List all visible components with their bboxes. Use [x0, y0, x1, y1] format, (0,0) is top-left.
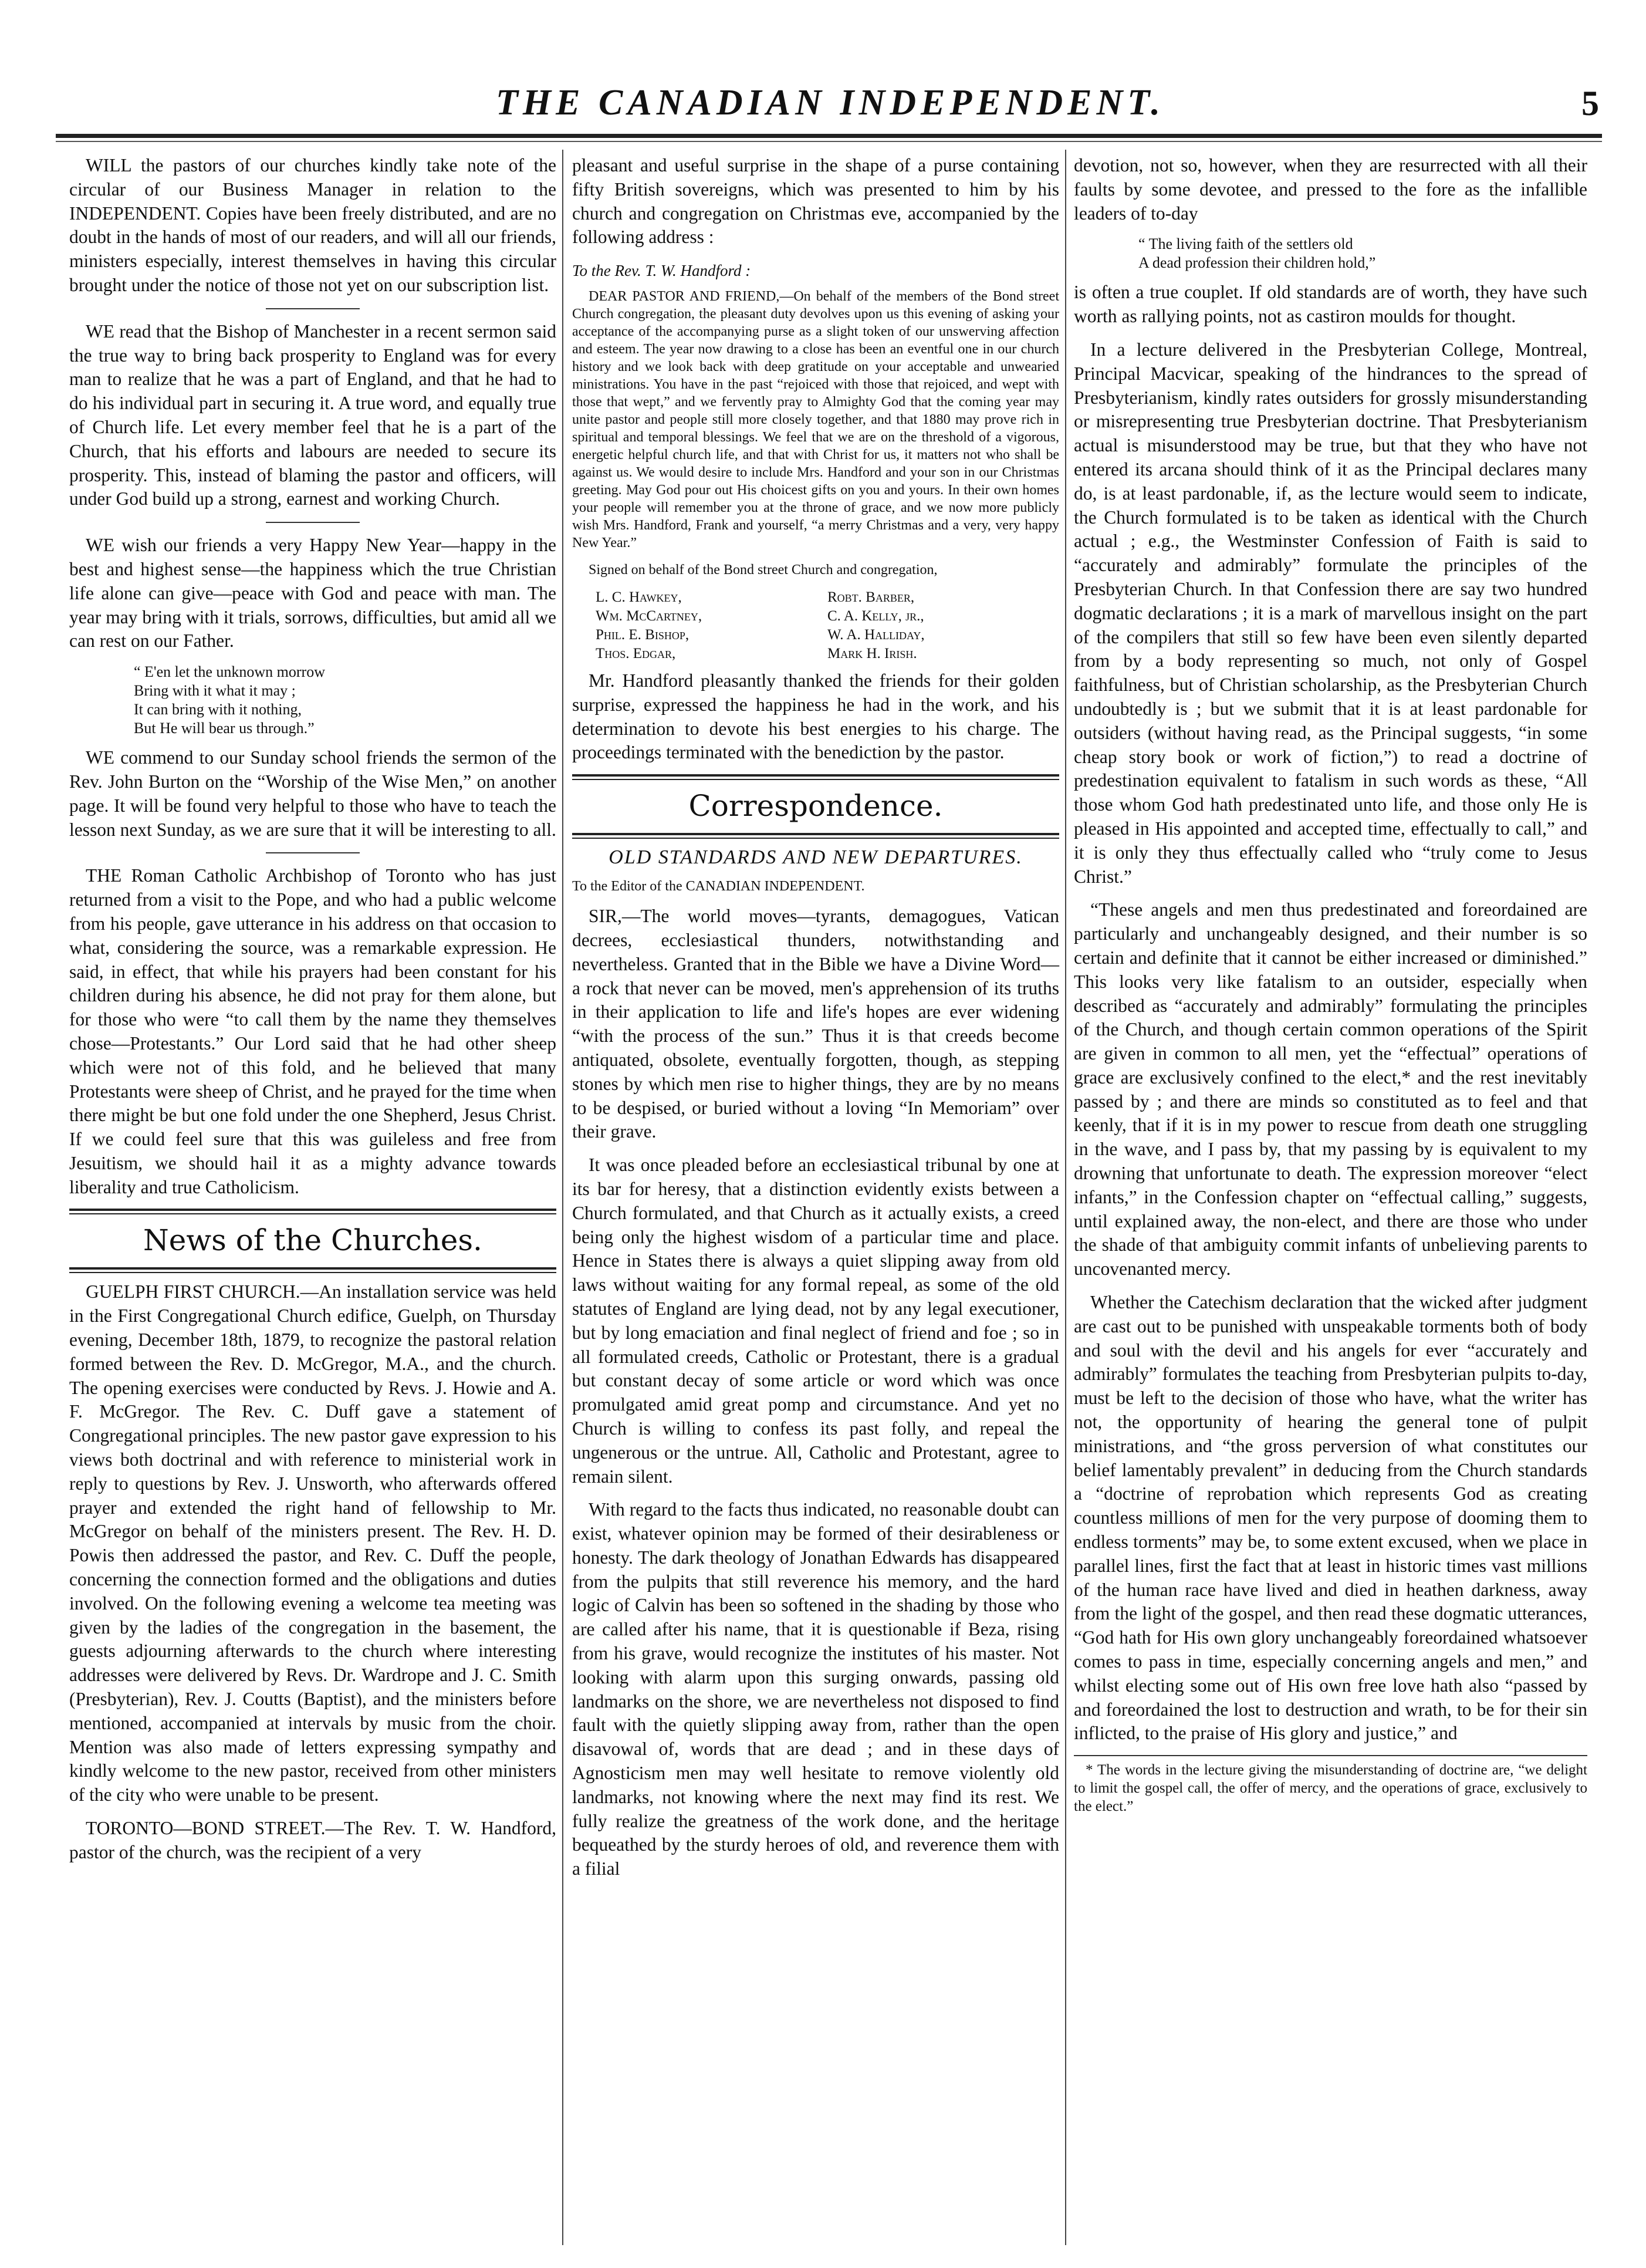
- column-2: [572, 154, 1059, 2243]
- newspaper-title: THE CANADIAN INDEPENDENT.: [496, 83, 1165, 123]
- paragraph: THE Roman Catholic Archbishop of Toronto who has just returned from a visit to the Pope, and who had a public welcome from his people, gave utterance in his address on that occasion to what, considering the source, was a remarkable expression. He said, in effect, that while his prayers had been constant for his children during his absence, he did not pray for them alone, but for those who were “to call them by the name they themselves chose—Protestants.” Our Lord said that he had other sheep which were not of this fold, and he believed that many Protestants were sheep of Christ, and he prayed for the time when there might be but one fold under the one Shepherd, Jesus Christ. If we could feel sure that this was guileless and free from Jesuitism, we should hail it as a mighty advance towards liberality and true Catholicism.: [69, 865, 556, 1197]
- signatory: W. A. Halliday,: [827, 626, 925, 643]
- section-heading-news: News of the Churches.: [143, 1223, 482, 1258]
- separator: [266, 852, 360, 853]
- section-rule: [69, 1267, 556, 1273]
- paragraph: devotion, not so, however, when they are resurrected with all their faults by some devotee, and pressed to the fore as the infallible leaders of to-day: [1074, 155, 1587, 224]
- column-divider: [562, 150, 563, 2245]
- paragraph: TORONTO—BOND STREET.—The Rev. T. W. Handford, pastor of the church, was the recipient of a very: [69, 1818, 556, 1862]
- separator: [266, 308, 360, 309]
- signatory: Thos. Edgar,: [596, 645, 676, 662]
- poem-line: A dead profession their children hold,”: [1138, 254, 1376, 272]
- masthead-rule-thin: [56, 141, 1602, 142]
- paragraph: Mr. Handford pleasantly thanked the friends for their golden surprise, expressed the happiness he had in the work, and his determination to devote his best energies to his charge. The proceedings terminated with the benediction by the pastor.: [572, 670, 1059, 763]
- signatory: C. A. Kelly, jr.,: [827, 608, 924, 624]
- paragraph: GUELPH FIRST CHURCH.—An installation service was held in the First Congregational Church edifice, Guelph, on Thursday evening, December 18th, 1879, to recognize the pastoral relation formed between the Rev. D. McGregor, M.A., and the church. The opening exercises were conducted by Revs. J. Howie and A. F. McGregor. The Rev. C. Duff gave a statement of Congregational principles. The new pastor gave expression to his views both doctrinal and with reference to ministerial work in reply to questions by Rev. J. Unsworth, who afterwards offered prayer and extended the right hand of fellowship to Mr. McGregor on behalf of the ministers present. The Rev. H. D. Powis then addressed the pastor, and Rev. C. Duff the people, concerning the connection formed and the obligations and duties involved. On the following evening a welcome tea meeting was given by the ladies of the congregation in the basement, the guests adjourning afterwards to the church where interesting addresses were delivered by Revs. Dr. Wardrope and J. C. Smith (Presbyterian), Rev. J. Coutts (Baptist), and the ministers before mentioned, accompanied at intervals by music from the choir. Mention was also made of letters expressing sympathy and kindly welcome to the new pastor, received from other ministers of the city who were unable to be present.: [69, 1281, 556, 1805]
- signatory: Robt. Barber,: [827, 589, 915, 605]
- paragraph: SIR,—The world moves—tyrants, demagogues, Vatican decrees, ecclesiastical thunders, notwithstanding and nevertheless. Granted that in the Bible we have a Divine Word—a rock that never can be moved, men's apprehension of its truths in their application to life and life's hopes are ever widening “with the process of the sun.” Thus it is that creeds become antiquated, obsolete, eventually forgotten, though, as stepping stones by which men rise to higher things, they are by no means to be despised, or buried without a loving “In Memoriam” over their grave.: [572, 906, 1059, 1142]
- column-3: [1074, 154, 1587, 2243]
- signatories: [596, 588, 1059, 663]
- paragraph: pleasant and useful surprise in the shape of a purse containing fifty British sovereigns, which was presented to him by his church and congregation on Christmas eve, accompanied by the following address :: [572, 155, 1059, 248]
- poem-line: It can bring with it nothing,: [134, 701, 302, 718]
- paragraph: WE commend to our Sunday school friends the sermon of the Rev. John Burton on the “Worship of the Wise Men,” on another page. It will be found very helpful to those who have to teach the lesson next Sunday, as we are sure that it will be interesting to all.: [69, 747, 556, 840]
- signatory: Wm. McCartney,: [596, 608, 702, 624]
- section-heading-correspondence: Correspondence.: [688, 789, 943, 824]
- address-salutation: To the Rev. T. W. Handford :: [572, 262, 751, 280]
- paragraph: WILL the pastors of our churches kindly take note of the circular of our Business Manager in relation to the INDEPENDENT. Copies have been freely distributed, and are no doubt in the hands of most of our readers, and will all our friends, ministers especially, interest themselves in having this circular brought under the notice of those not yet on our subscription list.: [69, 155, 556, 295]
- signatory: Mark H. Irish.: [827, 645, 917, 662]
- article-title: OLD STANDARDS AND NEW DEPARTURES.: [609, 846, 1023, 869]
- section-rule: [572, 833, 1059, 839]
- to-editor-line: To the Editor of the CANADIAN INDEPENDENT.: [572, 879, 865, 895]
- footnote: * The words in the lecture giving the misunderstanding of doctrine are, “we delight to limit the gospel call, the offer of mercy, and the operations of grace, exclusively to the elect.”: [1074, 1755, 1587, 1815]
- signatory: L. C. Hawkey,: [596, 589, 682, 605]
- paragraph: It was once pleaded before an ecclesiastical tribunal by one at its bar for heresy, that a distinction evidently exists between a Church formulated, and that Church as it actually exists, a creed being only the highest wisdom of a particular time and place. Hence in States there is always a quiet slipping away from old laws without waiting for any formal repeal, as some of the old statutes of England are lying dead, not by any legal executioner, but by long emaciation and final neglect of friend and foe ; so in all formulated creeds, Catholic or Protestant, there is a gradual but constant decay of some article or word which was once promulgated amid great pomp and circumstance. And yet no Church is willing to confess its past folly, and repeal the ungenerous or the untrue. All, Catholic and Protestant, agree to remain silent.: [572, 1155, 1059, 1487]
- address-text: DEAR PASTOR AND FRIEND,—On behalf of the members of the Bond street Church congregation, the pleasant duty devolves upon us this evening of asking your acceptance of the accompanying purse as a slight token of our unswerving affection and esteem. The year now drawing to a close has been an eventful one in our church history and we look back with deep gratitude on your acceptable and unwearied ministrations. You have in the past “rejoiced with those that rejoiced, and wept with those that wept,” and we fervently pray to Almighty God that the coming year may unite pastor and people still more closely together, and that 1880 may prove rich in spiritual and temporal blessings. We feel that we are on the threshold of a vigorous, energetic helpful church life, and that with Christ for us, it matters not who shall be against us. We would desire to include Mrs. Handford and your son in our Christmas greeting. May God pour out His choicest gifts on you and yours. In their own homes your people will remember you at the throne of grace, and we now more publicly wish Mrs. Handford, Frank and yourself, “a merry Christmas and a very, very happy New Year.”: [572, 288, 1059, 551]
- section-rule: [572, 774, 1059, 780]
- poem-line: But He will bear us through.”: [134, 720, 315, 737]
- paragraph: Whether the Catechism declaration that the wicked after judgment are cast out to be punished with unspeakable torments both of body and soul with the devil and his angels for ever “accurately and admirably” formulates the teaching from Presbyterian pulpits to-day, must be left to the decision of those who have, what the writer has not, the opportunity of hearing the general tone of pulpit ministrations, and “the gross perversion of what constitutes our belief lamentably prevalent” in deducing from the Church standards a “doctrine of reprobation which represents God as creating countless millions of men for the very purpose of dooming them to endless torments” may be, to some extent excused, when we place in parallel lines, first the fact that at least in historic times vast millions of the human race have lived and died in heathen darkness, away from the light of the gospel, and then read these dogmatic utterances, “God hath for His own glory unchangeably foreordained whatsoever comes to pass in time, especially concerning angels and men,” and whilst electing some out of His own free love hath also “passed by and foreordained the lost to destruction and wrath, to be for their sin inflicted, to the praise of His glory and justice,” and: [1074, 1292, 1587, 1744]
- poem-line: “ The living faith of the settlers old: [1138, 235, 1353, 253]
- paragraph: WE read that the Bishop of Manchester in a recent sermon said the true way to bring back prosperity to England was for every man to realize that he was a part of England, and that he had to do his individual part in securing it. A true word, and equally true of Church life. Let every member feel that he is a part of the Church, that his efforts and labours are needed to secure its prosperity. This, instead of blaming the pastor and officers, will under God build up a strong, earnest and working Church.: [69, 320, 556, 509]
- paragraph: “These angels and men thus predestinated and foreordained are particularly and unchangeably designed, and their number is so certain and definite that it cannot be either increased or diminished.” This looks very like fatalism to an outsider, especially when described as “accurately and admirably” formulating the principles of the Church, and though certain common operations of the Spirit are given in common to all men, yet the “effectual” operations of grace are exclusively confined to the elect,* and the rest inevitably passed by ; and there are minds so constituted as to feel and that keenly, that if it is in my power to rescue from death one struggling in the wave, and I pass by, that my passing by is equivalent to my drowning that unfortunate to death. The expression moreover “elect infants,” in the Confession chapter on “effectual calling,” suggests, until explained away, the non-elect, and there are those who under the shade of that ambiguity commit infants of unbelieving parents to uncovenanted mercy.: [1074, 899, 1587, 1280]
- masthead: [56, 82, 1605, 129]
- paragraph: WE wish our friends a very Happy New Year—happy in the best and highest sense—the happiness which the true Christian life alone can give—peace with God and peace with man. The year may bring with it trials, sorrows, difficulties, but amid all we can rest on our Father.: [69, 535, 556, 652]
- paragraph: With regard to the facts thus indicated, no reasonable doubt can exist, whatever opinion may be formed of their desirableness or honesty. The dark theology of Jonathan Edwards has disappeared from the pulpits that still reverence his memory, and the hard logic of Calvin has been so softened in the shading by those who are called after his name, that it is questionable if Beza, rising from his grave, would recognize the institutes of his master. Not looking with alarm upon this surging onwards, passing old landmarks on the shore, we are nevertheless not disposed to find fault with the quietly slipping away from, rather than the open disavowal of, words that are dead ; and in these days of Agnosticism men may well hesitate to remove violently old landmarks, not knowing where the next may find its rest. We fully realize the greatness of the work done, and the heritage bequeathed by the sturdy heroes of old, and reverence them with a filial: [572, 1499, 1059, 1879]
- page-number: 5: [1581, 84, 1599, 123]
- poem: [134, 663, 556, 738]
- column-1: [69, 154, 556, 2243]
- poem: [1138, 235, 1587, 272]
- paragraph: Signed on behalf of the Bond street Church and congregation,: [589, 562, 938, 578]
- section-rule: [69, 1209, 556, 1214]
- poem-line: “ E'en let the unknown morrow: [134, 663, 325, 681]
- paragraph: In a lecture delivered in the Presbyterian College, Montreal, Principal Macvicar, speaking of the hindrances to the spread of Presbyterianism, kindly rates outsiders for grossly misunderstanding or misrepresenting true Presbyterian doctrine. That Presbyterianism actual is misunderstood may be true, but that they who have not entered its arcana should think of it as the Principal declares many do, is at least pardonable, if, as the lecture would seem to indicate, the Church formulated is to be taken as identical with the Church actual ; e.g., the Westminster Confession of Faith is said to “accurately and admirably” formulate the principles of the Presbyterian Church. In that Confession there are say two hundred dogmatic declarations ; it is a mark of marvellous insight on the part of the compilers that still so few have been even silently departed from by a body representing so much, not only of Gospel faithfulness, but of Christian scholarship, as the Presbyterian Church undoubtedly is ; but we submit that it is at least pardonable for outsiders (without having read, as the Principal suggests, “in some cheap story book or work of fiction,”) to read a doctrine of predestination equivalent to fatalism in such words as these, “All those whom God hath predestinated unto life, and those only He is pleased in His appointed and accepted time, effectually to call,” and it is only they thus effectually called who “truly come to Jesus Christ.”: [1074, 339, 1587, 887]
- masthead-rule: [56, 134, 1602, 138]
- column-divider: [1065, 150, 1066, 2245]
- signatory: Phil. E. Bishop,: [596, 626, 690, 643]
- poem-line: Bring with it what it may ;: [134, 682, 296, 700]
- paragraph: is often a true couplet. If old standards are of worth, they have such worth as rallying points, not as castiron moulds for thought.: [1074, 282, 1587, 327]
- separator: [266, 522, 360, 523]
